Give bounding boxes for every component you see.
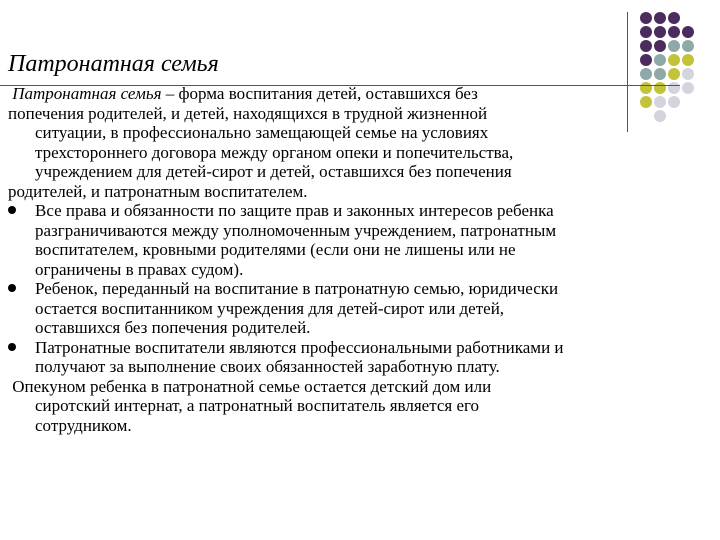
decorative-dot <box>668 26 680 38</box>
bullet-dot-icon <box>8 343 16 351</box>
decorative-dot <box>640 26 652 38</box>
decorative-dot <box>682 54 694 66</box>
definition-paragraph: Патронатная семья – форма воспитания детей, оставшихся без попечения родителей, и детей, находящихся в трудной жизненной ситуации, в профессионально замещающей семье на условиях трехстороннего договора между органом опеки и попечительства, учреждением для детей-сирот и детей, оставшихся без попечения родителей, и патронатным воспитателем. <box>8 84 514 201</box>
decorative-dot <box>640 12 652 24</box>
decorative-dot <box>668 40 680 52</box>
decorative-dot <box>640 40 652 52</box>
decorative-dot <box>654 12 666 24</box>
decorative-dot <box>640 68 652 80</box>
decorative-dot <box>654 68 666 80</box>
bullet-dot-icon <box>8 206 16 214</box>
decorative-dot <box>682 26 694 38</box>
bullet-item-child-status: Ребенок, переданный на воспитание в патронатную семью, юридически остается воспитанником учреждения для детей-сирот или детей, оставшихся без попечения родителей. <box>8 279 698 338</box>
decorative-dot <box>654 40 666 52</box>
decorative-dot <box>654 26 666 38</box>
decorative-dot <box>668 12 680 24</box>
definition-term: Патронатная семья <box>12 84 162 103</box>
decorative-dot <box>668 54 680 66</box>
decorative-dot <box>668 68 680 80</box>
closing-paragraph: Опекуном ребенка в патронатной семье остается детский дом или сиротский интернат, а патронатный воспитатель является его сотрудником. <box>12 376 492 435</box>
slide-title: Патронатная семья <box>8 51 219 77</box>
decorative-dot <box>640 54 652 66</box>
bullet-item-rights: Все права и обязанности по защите прав и законных интересов ребенка разграничиваются между уполномоченным учреждением, патронатным воспитателем, кровными родителями (если они не лишены или не ограничены в правах судом). <box>8 201 698 279</box>
bullet-item-caregivers: Патронатные воспитатели являются профессиональными работниками и получают за выполнение своих обязанностей заработную плату. <box>8 338 698 377</box>
decorative-dot <box>682 40 694 52</box>
bullet-dot-icon <box>8 284 16 292</box>
decorative-dot <box>682 68 694 80</box>
decorative-dot <box>654 54 666 66</box>
slide-body <box>8 84 698 435</box>
